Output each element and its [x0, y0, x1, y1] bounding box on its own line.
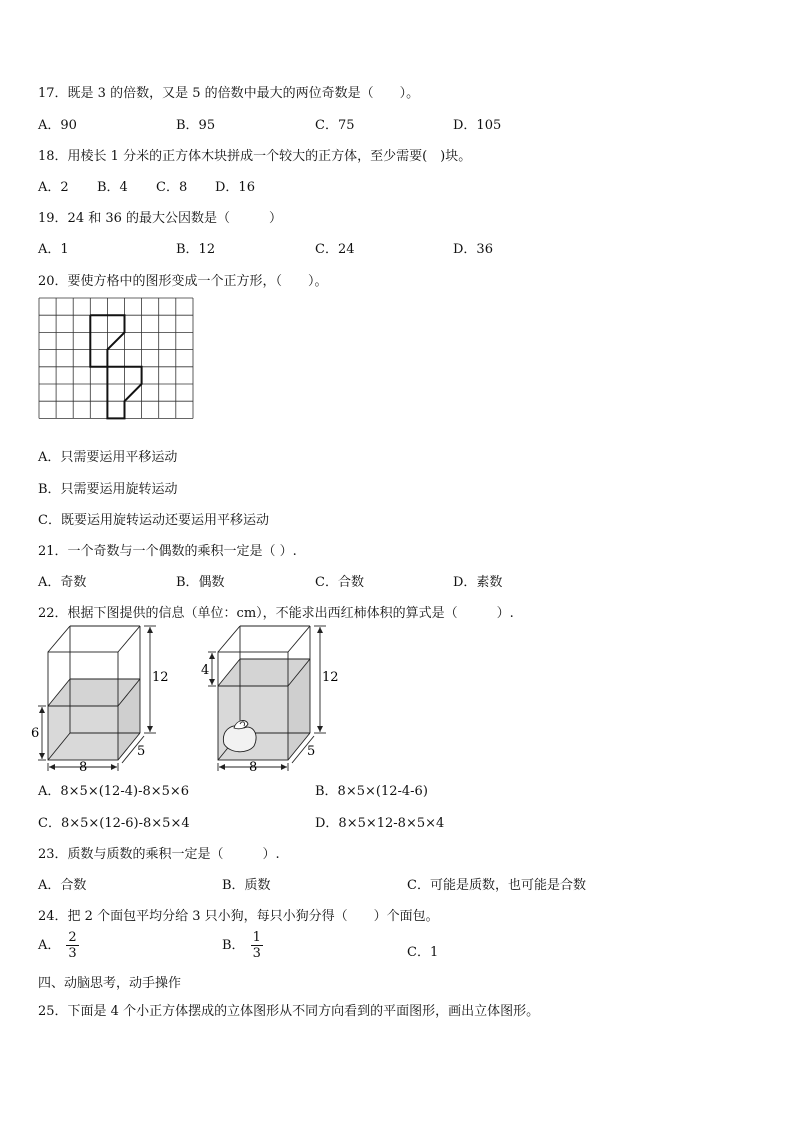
q22-option-c: C．8×5×(12-6)-8×5×4 — [38, 816, 190, 831]
q20-stem: 20．要使方格中的图形变成一个正方形，（ ）。 — [38, 274, 328, 289]
section-heading: 四、动脑思考，动手操作 — [38, 976, 182, 991]
q24-option-c: C．1 — [407, 945, 439, 960]
q23-option-b: B．质数 — [222, 878, 271, 893]
q23-option-a: A．合数 — [38, 878, 87, 893]
q21-option-b: B．偶数 — [176, 575, 225, 590]
q20-shape — [90, 315, 141, 418]
q22-figure-container-tomato — [200, 624, 340, 774]
q17-stem: 17．既是 3 的倍数，又是 5 的倍数中最大的两位奇数是（ ）。 — [38, 86, 420, 101]
fig2-height-label: 12 — [322, 670, 339, 685]
q22-option-a: A．8×5×(12-4)-8×5×6 — [38, 784, 190, 799]
fig2-width-label: 8 — [249, 760, 258, 774]
q24-stem: 24．把 2 个面包平均分给 3 只小狗，每只小狗分得（ ）个面包。 — [38, 909, 439, 924]
q24-option-b — [222, 930, 263, 961]
fig1-depth-label: 5 — [137, 744, 146, 759]
q22-stem: 22．根据下图提供的信息（单位：cm），不能求出西红柿体积的算式是（ ）. — [38, 606, 514, 621]
fig2-depth-label: 5 — [307, 744, 316, 759]
q19-option-d: D．36 — [453, 242, 493, 257]
fig1-water-label: 6 — [31, 726, 40, 741]
q23-option-c: C．可能是质数，也可能是合数 — [407, 878, 586, 893]
q21-stem: 21．一个奇数与一个偶数的乘积一定是（ ）. — [38, 544, 297, 559]
q22-option-b: B．8×5×(12-4-6) — [315, 784, 428, 799]
q24-option-a — [38, 930, 79, 961]
q24-fraction-a: $\frac{2}{3}$ — [68, 930, 77, 961]
fig1-height-label: 12 — [152, 670, 169, 685]
q18-option-d: D．16 — [215, 180, 255, 195]
q17-option-b: B．95 — [176, 118, 216, 133]
q17-option-c: C．75 — [315, 118, 355, 133]
q19-stem: 19．24 和 36 的最大公因数是（ ） — [38, 211, 283, 226]
fig2-gap-label: 4 — [201, 663, 210, 678]
q24-option-a-label: A． — [38, 938, 61, 953]
q19-option-a: A．1 — [38, 242, 69, 257]
q22-option-d: D．8×5×12-8×5×4 — [315, 816, 445, 831]
q25-stem: 25．下面是 4 个小正方体摆成的立体图形从不同方向看到的平面图形，画出立体图形。 — [38, 1004, 540, 1019]
q20-option-c: C．既要运用旋转运动还要运用平移运动 — [38, 513, 269, 528]
q24-option-b-label: B． — [222, 938, 245, 953]
q18-stem: 18．用棱长 1 分米的正方体木块拼成一个较大的正方体，至少需要( )块。 — [38, 149, 472, 164]
fig1-width-label: 8 — [79, 760, 88, 774]
q18-option-a: A．2 — [38, 180, 69, 195]
q24-fraction-b: $\frac{1}{3}$ — [252, 930, 261, 961]
q21-option-d: D．素数 — [453, 575, 503, 590]
q20-option-b: B．只需要运用旋转运动 — [38, 482, 178, 497]
q18-option-c: C．8 — [156, 180, 188, 195]
q21-option-c: C．合数 — [315, 575, 364, 590]
q18-option-b: B．4 — [97, 180, 128, 195]
q22-figure-container-water — [30, 624, 170, 774]
q21-option-a: A．奇数 — [38, 575, 87, 590]
q19-option-c: C．24 — [315, 242, 355, 257]
q20-option-a: A．只需要运用平移运动 — [38, 450, 178, 465]
q17-option-d: D．105 — [453, 118, 502, 133]
q17-option-a: A．90 — [38, 118, 77, 133]
q19-option-b: B．12 — [176, 242, 216, 257]
q23-stem: 23．质数与质数的乘积一定是（ ）. — [38, 847, 280, 862]
q20-grid-figure — [38, 297, 194, 422]
